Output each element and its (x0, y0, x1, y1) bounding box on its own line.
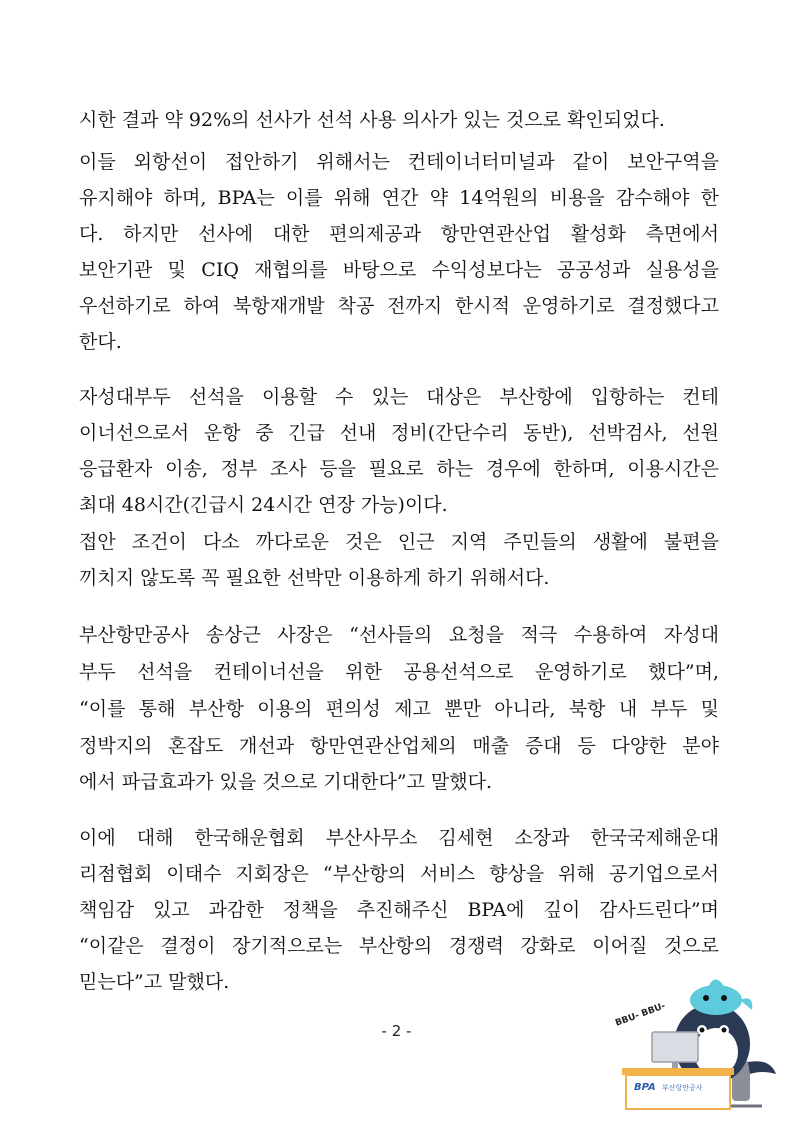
paragraph-6-line-3: 책임감 있고 과감한 정책을 추진해주신 BPA에 깊이 감사드린다”며 (79, 899, 719, 921)
paragraph-3-line-4: 최대 48시간(긴급시 24시간 연장 가능)이다. (79, 494, 448, 516)
monitor-logo: BPA (634, 1082, 656, 1093)
paragraph-2-line-2: 유지해야 하며, BPA는 이를 위해 연간 약 14억원의 비용을 감수해야 한 (79, 187, 719, 209)
paragraph-3-line-2: 이너선으로서 운항 중 긴급 선내 정비(간단수리 동반), 선박검사, 선원 (79, 422, 719, 444)
paragraph-4-line-1: 접안 조건이 다소 까다로운 것은 인근 지역 주민들의 생활에 불편을 (79, 531, 719, 553)
paragraph-6-line-2: 리점협회 이태수 지회장은 “부산항의 서비스 향상을 위해 공기업으로서 (79, 863, 719, 885)
paragraph-6-line-1: 이에 대해 한국해운협회 부산사무소 김세현 소장과 한국국제해운대 (79, 827, 719, 849)
paragraph-5-line-4: 정박지의 혼잡도 개선과 항만연관산업체의 매출 증대 등 다양한 분야 (79, 735, 719, 757)
paragraph-2-line-4: 보안기관 및 CIQ 재협의를 바탕으로 수익성보다는 공공성과 실용성을 (79, 259, 719, 281)
speech-text: BBU- BBU- (614, 1001, 667, 1029)
paragraph-5-line-1: 부산항만공사 송상근 사장은 “선사들의 요청을 적극 수용하여 자성대 (79, 624, 719, 646)
paragraph-3-line-3: 응급환자 이송, 정부 조사 등을 필요로 하는 경우에 한하며, 이용시간은 (79, 458, 719, 480)
paragraph-5-line-5: 에서 파급효과가 있을 것으로 기대한다”고 말했다. (79, 771, 493, 793)
paragraph-1-line-1: 시한 결과 약 92%의 선사가 선석 사용 의사가 있는 것으로 확인되었다. (79, 109, 665, 131)
paragraph-6-line-5: 믿는다”고 말했다. (79, 971, 230, 993)
paragraph-4-line-2: 끼치지 않도록 꼭 필요한 선박만 이용하게 하기 위해서다. (79, 567, 550, 589)
paragraph-2-line-3: 다. 하지만 선사에 대한 편의제공과 항만연관산업 활성화 측면에서 (79, 223, 719, 245)
monitor-icon (652, 1032, 698, 1062)
desk-icon (622, 1068, 734, 1075)
monitor-org: 부산항만공사 (662, 1084, 703, 1092)
paragraph-6-line-4: “이같은 결정이 장기적으로는 부산항의 경쟁력 강화로 이어질 것으로 (79, 935, 719, 957)
paragraph-5-line-2: 부두 선석을 컨테이너선을 위한 공용선석으로 운영하기로 했다”며, (79, 661, 719, 683)
paragraph-2-line-1: 이들 외항선이 접안하기 위해서는 컨테이너터미널과 같이 보안구역을 (79, 151, 719, 173)
mascot-illustration (612, 966, 782, 1116)
dolphin-icon (690, 985, 742, 1015)
paragraph-2-line-6: 한다. (79, 331, 122, 353)
paragraph-5-line-3: “이를 통해 부산항 이용의 편의성 제고 뿐만 아니라, 북항 내 부두 및 (79, 698, 719, 720)
paragraph-2-line-5: 우선하기로 하여 북항재개발 착공 전까지 한시적 운영하기로 결정했다고 (79, 295, 719, 317)
paragraph-3-line-1: 자성대부두 선석을 이용할 수 있는 대상은 부산항에 입항하는 컨테 (79, 386, 719, 408)
page-number: - 2 - (381, 1022, 412, 1040)
